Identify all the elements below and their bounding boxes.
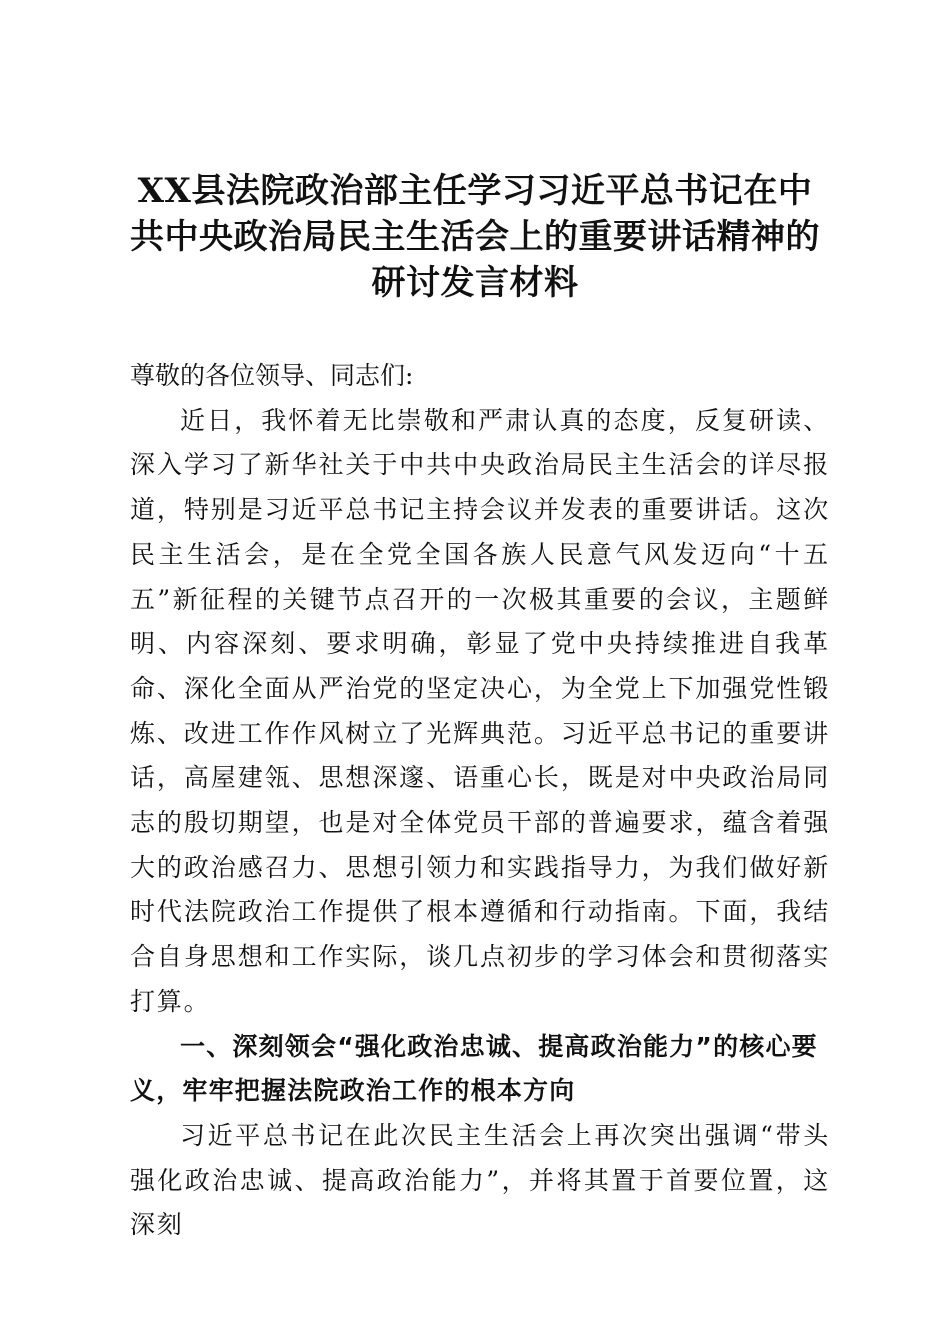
body-paragraph: 近日，我怀着无比崇敬和严肃认真的态度，反复研读、深入学习了新华社关于中共中央政治局民主生活会的详尽报道，特别是习近平总书记主持会议并发表的重要讲话。这次民主生活会，是在全党全国各族人民意气风发迈向“十五五”新征程的关键节点召开的一次极其重要的会议，主题鲜明、内容深刻、要求明确，彰显了党中央持续推进自我革命、深化全面从严治党的坚定决心，为全党上下加强党性锻炼、改进工作作风树立了光辉典范。习近平总书记的重要讲话，高屋建瓴、思想深邃、语重心长，既是对中央政治局同志的殷切期望，也是对全体党员干部的普遍要求，蕴含着强大的政治感召力、思想引领力和实践指导力，为我们做好新时代法院政治工作提供了根本遵循和行动指南。下面，我结合自身思想和工作实际，谈几点初步的学习体会和贯彻落实打算。 bbox=[130, 405, 830, 1016]
title-line: 共中央政治局民主生活会上的重要讲话精神的 bbox=[130, 217, 820, 257]
title-line: XX县法院政治部主任学习习近平总书记在中 bbox=[137, 171, 813, 211]
document-body bbox=[130, 354, 830, 1248]
document-title bbox=[120, 168, 830, 306]
title-line: 研讨发言材料 bbox=[371, 263, 579, 303]
section-heading: 一、深刻领会“强化政治忠诚、提高政治能力”的核心要义，牢牢把握法院政治工作的根本方向 bbox=[130, 1031, 818, 1106]
salutation: 尊敬的各位领导、同志们: bbox=[130, 361, 414, 390]
body-paragraph: 习近平总书记在此次民主生活会上再次突出强调“带头强化政治忠诚、提高政治能力”，并将其置于首要位置，这深刻 bbox=[130, 1120, 830, 1240]
